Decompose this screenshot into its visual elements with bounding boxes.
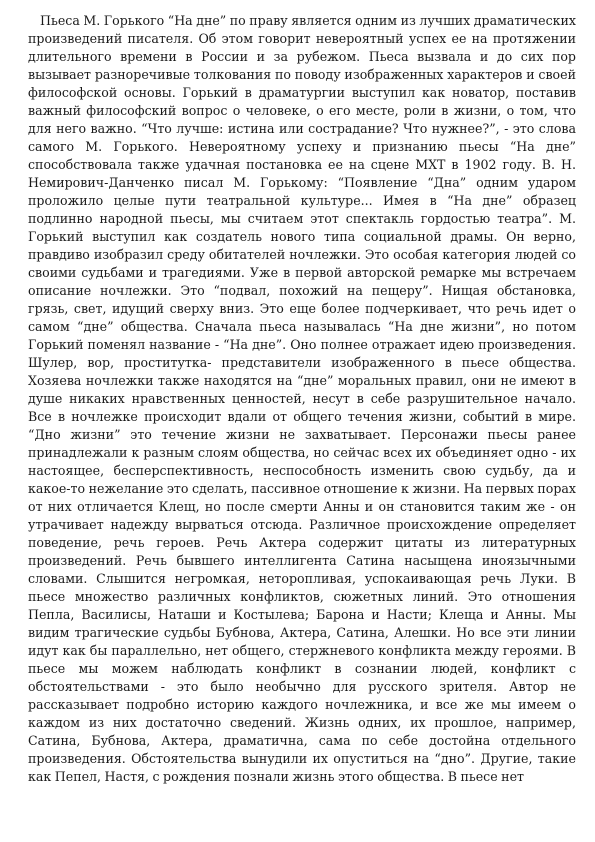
essay-paragraph: Пьеса М. Горького “На дне” по праву является одним из лучших драматических произведений писателя. Об этом говорит невероятный успех ее на протяжении длительного времени в России и за рубежом. Пьеса вызвала и до сих пор вызывает разноречивые толкования по поводу изображенных характеров и своей философской основы. Горький в драматургии выступил как новатор, поставив важный философский вопрос о человеке, о его месте, роли в жизни, о том, что для него важно. “Что лучше: истина или сострадание? Что нужнее?”, - это слова самого М. Горького. Невероятному успеху и признанию пьесы “На дне” способствовала также удачная постановка ее на сцене МХТ в 1902 году. В. Н. Немирович-Данченко писал М. Горькому: “Появление “Дна” одним ударом проложило целые пути театральной культуре... Имея в “На дне” образец подлинно народной пьесы, мы считаем этот спектакль гордостью театра”. М. Горький выступил как создатель нового типа социальной драмы. Он верно, правдиво изобразил среду обитателей ночлежки. Это особая категория людей со своими судьбами и трагедиями. Уже в первой авторской ремарке мы встречаем описание ночлежки. Это “подвал, похожий на пещеру”. Нищая обстановка, грязь, свет, идущий сверху вниз. Это еще более подчеркивает, что речь идет о самом “дне” общества. Сначала пьеса называлась “На дне жизни”, но потом Горький поменял название - “На дне”. Оно полнее отражает идею произведения. Шулер, вор, проститутка- представители изображенного в пьесе общества. Хозяева ночлежки также находятся на “дне” моральных правил, они не имеют в душе никаких нравственных ценностей, несут в себе разрушительное начало. Все в ночлежке происходит вдали от общего течения жизни, событий в мире. “Дно жизни” это течение жизни не захватывает. Персонажи пьесы ранее принадлежали к разным слоям общества, но сейчас всех их объединяет одно - их настоящее, бесперспективность, неспособность изменить свою судьбу, да и какое-то нежелание это сделать, пассивное отношение к жизни. На первых порах от них отличается Клещ, но после смерти Анны и он становится таким же - он утрачивает надежду вырваться отсюда. Различное происхождение определяет поведение, речь героев. Речь Актера содержит цитаты из литературных произведений. Речь бывшего интеллигента Сатина насыщена иноязычными словами. Слышится негромкая, неторопливая, успокаивающая речь Луки. В пьесе множество различных конфликтов, сюжетных линий. Это отношения Пепла, Василисы, Наташи и Костылева; Барона и Насти; Клеща и Анны. Мы видим трагические судьбы Бубнова, Актера, Сатина, Алешки. Но все эти линии идут как бы параллельно, нет общего, стержневого конфликта между героями. В пьесе мы можем наблюдать конфликт в сознании людей, конфликт с обстоятельствами - это было необычно для русского зрителя. Автор не рассказывает подробно историю каждого ночлежника, и все же мы имеем о каждом из них достаточно сведений. Жизнь одних, их прошлое, например, Сатина, Бубнова, Актера, драматична, сама по себе достойна отдельного произведения. Обстоятельства вынудили их опуститься на “дно”. Другие, такие как Пепел, Настя, с рождения познали жизнь этого общества. В пьесе нет (28, 13, 576, 784)
essay-text-block (28, 12, 576, 786)
